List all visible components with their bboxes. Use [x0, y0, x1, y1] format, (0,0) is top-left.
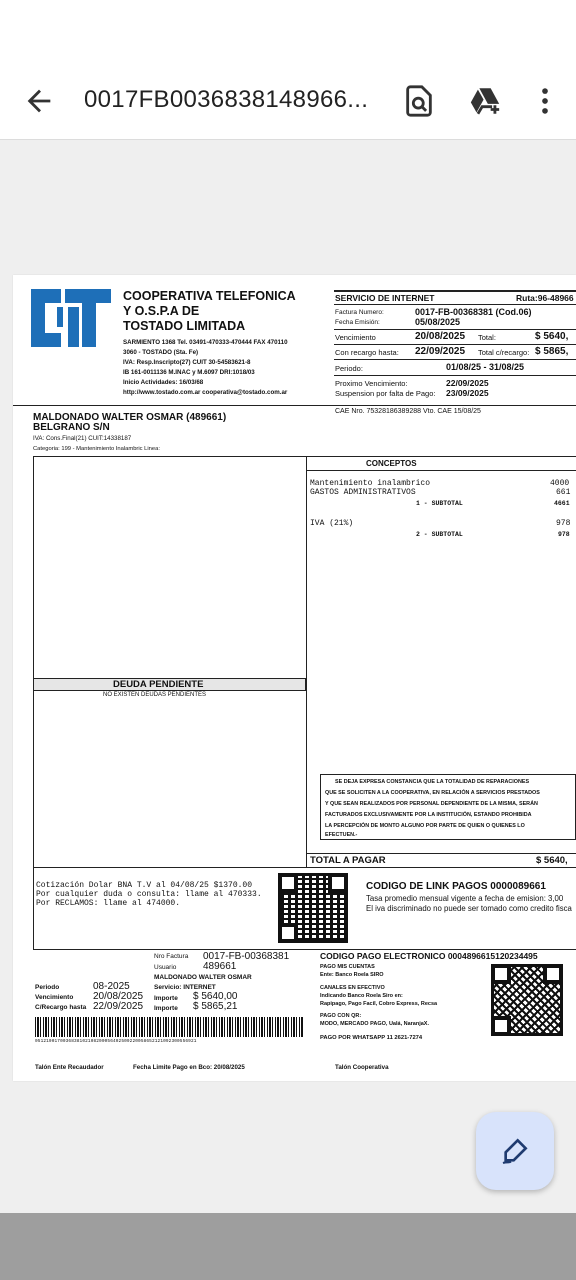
- pago-whatsapp: PAGO POR WHATSAPP 11 2621-7274: [320, 1035, 423, 1041]
- prox-vencimiento-label: Proximo Vencimiento:: [335, 379, 408, 388]
- service-label: SERVICIO DE INTERNET: [335, 293, 435, 303]
- company-info: IB 161-0011136 M.INAC y M.6097 DRI:1018/03: [123, 369, 255, 376]
- canales-text: Indicando Banco Roela Siro en:: [320, 993, 403, 999]
- pago-qr-text: MODO, MERCADO PAGO, Ualá, NaranjaX.: [320, 1021, 430, 1027]
- factura-number: 0017-FB-00368381 (Cod.06): [415, 307, 532, 317]
- find-in-document-icon[interactable]: [402, 84, 436, 118]
- add-to-drive-icon[interactable]: [468, 84, 502, 118]
- talon-footer-right: Talón Cooperativa: [335, 1064, 389, 1071]
- concepto-amount: 661: [556, 488, 571, 497]
- recargo-label: Con recargo hasta:: [335, 348, 399, 357]
- talon-footer-left: Talón Ente Recaudador: [35, 1064, 104, 1071]
- periodo-label: Periodo:: [335, 364, 363, 373]
- codigo-pago-electronico: CODIGO PAGO ELECTRONICO 0004896615120234495: [320, 951, 538, 961]
- total-pagar-label: TOTAL A PAGAR: [310, 855, 386, 866]
- notice-text: QUE SE SOLICITEN A LA COOPERATIVA, EN RELACIÓN A SERVICIOS PRESTADOS: [325, 790, 540, 796]
- fecha-emision: 05/08/2025: [415, 317, 461, 327]
- ruta: Ruta:96-48966: [516, 293, 574, 303]
- cotizacion-text: Cotización Dolar BNA T.V al 04/08/25 $1370.00: [36, 881, 253, 890]
- fecha-emision-label: Fecha Emisión:: [335, 319, 380, 326]
- talon-importe-label: Importe: [154, 995, 178, 1002]
- barcode: [35, 1017, 303, 1037]
- talon-importe2: $ 5865,21: [193, 1001, 238, 1012]
- cotizacion-text: Por RECLAMOS: llame al 474000.: [36, 899, 181, 908]
- link-pagos-title: CODIGO DE LINK PAGOS 0000089661: [366, 881, 546, 892]
- notice-text: FACTURADOS EXCLUSIVAMENTE POR LA INSTITUCIÓN, ESTANDO PROHIBIDA: [325, 812, 532, 818]
- talon-footer-mid: Fecha Limite Pago en Bco: 20/08/2025: [133, 1064, 245, 1071]
- concepto-amount: 978: [556, 519, 571, 528]
- edit-fab[interactable]: [476, 1112, 554, 1190]
- total-recargo-value: $ 5865,: [535, 346, 569, 357]
- notice-text: SE DEJA EXPRESA CONSTANCIA QUE LA TOTALIDAD DE REPARACIONES: [335, 779, 530, 785]
- recargo-value: 22/09/2025: [415, 346, 466, 357]
- pago-qr-title: PAGO CON QR:: [320, 1013, 362, 1019]
- company-info: Inicio Actividades: 16/03/68: [123, 379, 204, 386]
- concepto-amount: 4661: [554, 500, 570, 507]
- company-info: IVA: Resp.Inscripto(27) CUIT 30-54583621-8: [123, 359, 251, 366]
- company-info: http://www.tostado.com.ar cooperativa@tostado.com.ar: [123, 389, 288, 396]
- talon-usuario-value: 489661: [203, 961, 237, 972]
- system-nav-bar: [0, 1213, 576, 1280]
- pago-mis-cuentas: PAGO MIS CUENTAS: [320, 964, 375, 970]
- total-recargo-label: Total c/recargo:: [478, 348, 530, 357]
- talon-servicio: Servicio: INTERNET: [154, 984, 216, 991]
- talon-nro-label: Nro Factura: [154, 953, 189, 960]
- talon-usuario-label: Usuario: [154, 964, 177, 971]
- talon-recargo-label: C/Recargo hasta: [35, 1004, 87, 1011]
- canales-title: CANALES EN EFECTIVO: [320, 985, 385, 991]
- invoice-page: [13, 275, 576, 1081]
- talon-vencimiento-label: Vencimiento: [35, 994, 74, 1001]
- deuda-text: NO EXISTEN DEUDAS PENDIENTES: [103, 692, 207, 698]
- notice-text: Y QUE SEAN REALIZADOS POR PERSONAL DEPENDIENTE DE LA MISMA, SERÁN: [325, 801, 538, 807]
- talon-nro-value: 0017-FB-00368381: [203, 951, 290, 962]
- concepto-desc: GASTOS ADMINISTRATIVOS: [310, 488, 416, 497]
- suspension-value: 23/09/2025: [446, 388, 489, 398]
- link-pagos-text: Tasa promedio mensual vigente a fecha de emision: 3,00: [366, 894, 564, 903]
- company-name-line2: Y O.S.P.A DE: [123, 304, 200, 318]
- total-value: $ 5640,: [535, 331, 569, 342]
- more-vert-icon[interactable]: [528, 84, 562, 118]
- talon-vencimiento-value: 20/08/2025: [93, 991, 144, 1002]
- canales-text: Rapipago, Pago Facil, Cobro Express, Recsa: [320, 1001, 438, 1007]
- concepto-desc: IVA (21%): [310, 519, 354, 528]
- edit-pen-icon: [499, 1135, 531, 1167]
- company-name-line1: COOPERATIVA TELEFONICA: [123, 289, 296, 303]
- concepto-desc: Mantenimiento inalambrico: [310, 479, 431, 488]
- customer-iva: IVA: Cons.Final(21) CUIT:14338187: [33, 435, 132, 442]
- talon-importe1: $ 5640,00: [193, 991, 238, 1002]
- periodo-value: 01/08/25 - 31/08/25: [446, 362, 525, 372]
- app-bar: [0, 0, 576, 140]
- company-info: 3060 - TOSTADO (Sta. Fe): [123, 349, 199, 356]
- prox-vencimiento-value: 22/09/2025: [446, 378, 489, 388]
- notice-text: LA PERCEPCIÓN DE MONTO ALGUNO POR PARTE DE QUIEN O QUIENES LO: [325, 823, 525, 829]
- notice-text: EFECTUEN.-: [325, 832, 358, 838]
- talon-customer-name: MALDONADO WALTER OSMAR: [154, 974, 252, 981]
- cotizacion-text: Por cualquier duda o consulta: llame al 470333.: [36, 890, 262, 899]
- link-pagos-text: El iva discriminado no puede ser tomado como credito fisca: [366, 904, 572, 913]
- conceptos-header: CONCEPTOS: [366, 459, 417, 468]
- customer-category: Categoria: 199 - Mantenimiento Inalambric Linea:: [33, 446, 160, 452]
- deuda-header: DEUDA PENDIENTE: [113, 679, 204, 690]
- barcode-digits: 0512100170036838102108200056402509220058652121092300556921: [35, 1039, 197, 1044]
- customer-name: MALDONADO WALTER OSMAR (489661): [33, 412, 227, 423]
- vencimiento-label: Vencimiento: [335, 333, 376, 342]
- talon-periodo-label: Periodo: [35, 984, 60, 991]
- file-title: 0017FB0036838148966...: [84, 86, 369, 113]
- total-pagar-value: $ 5640,: [536, 855, 568, 866]
- concepto-amount: 978: [558, 531, 570, 538]
- company-info: SARMIENTO 1368 Tel. 03491-470333-470444 FAX 470110: [123, 339, 288, 346]
- concepto-subtotal: 2 - SUBTOTAL: [416, 531, 463, 538]
- suspension-label: Suspension por falta de Pago:: [335, 389, 436, 398]
- factura-label: Factura Numero:: [335, 309, 384, 316]
- concepto-amount: 4000: [550, 479, 570, 488]
- company-name-line3: TOSTADO LIMITADA: [123, 319, 246, 333]
- customer-address: BELGRANO S/N: [33, 422, 110, 433]
- talon-importe-label: Importe: [154, 1005, 178, 1012]
- talon-periodo-value: 08-2025: [93, 981, 130, 992]
- vencimiento-value: 20/08/2025: [415, 331, 466, 342]
- concepto-subtotal: 1 - SUBTOTAL: [416, 500, 463, 507]
- company-logo: [27, 289, 111, 347]
- cae: CAE Nro. 75328186389288 Vto. CAE 15/08/25: [335, 408, 481, 415]
- total-label: Total:: [478, 333, 496, 342]
- arrow-left-icon[interactable]: [22, 84, 56, 118]
- talon-recargo-value: 22/09/2025: [93, 1001, 144, 1012]
- pago-mis-cuentas-ente: Ente: Banco Roela SIRO: [320, 972, 384, 978]
